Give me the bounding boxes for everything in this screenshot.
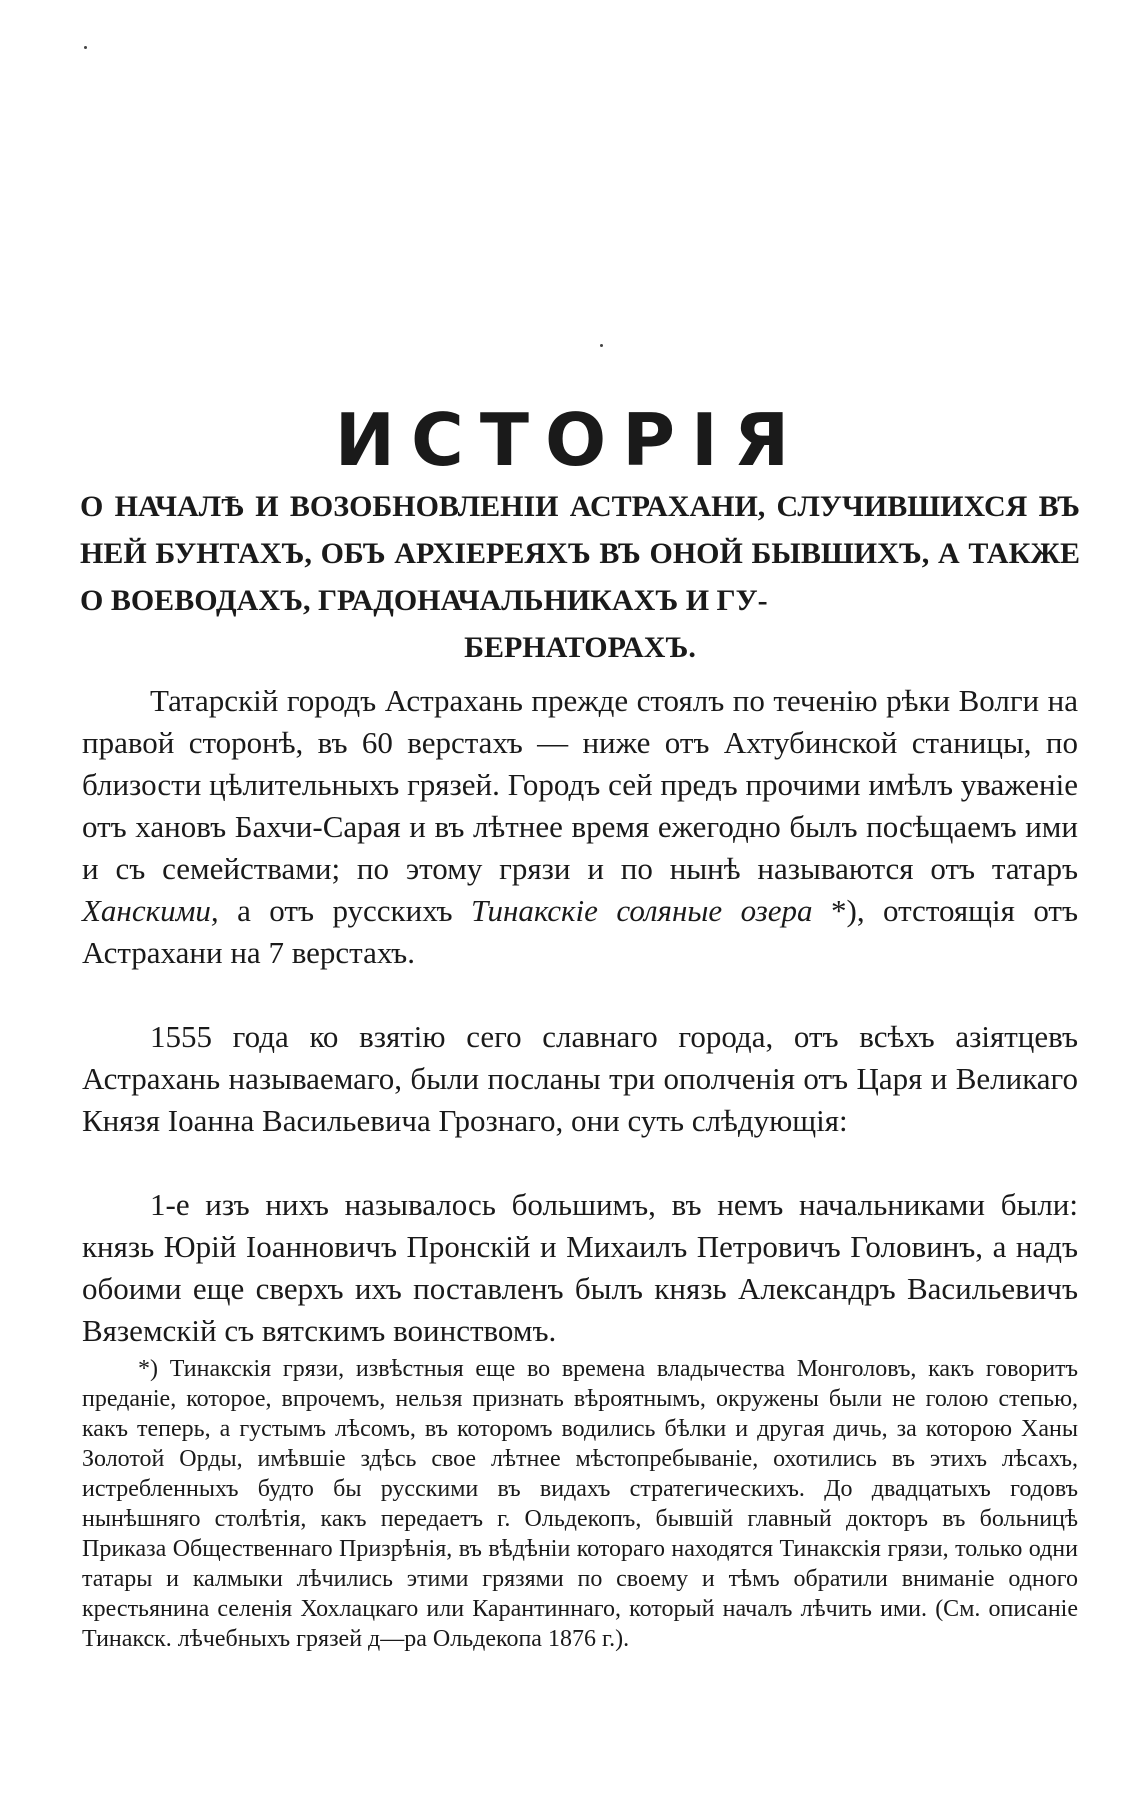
italic-tinakskie-ozera: Тинакскіе соляные озера — [471, 893, 813, 928]
paragraph-1-between: а отъ русскихъ — [237, 893, 453, 928]
print-speck — [600, 344, 603, 347]
paragraph-1-text: Татарскій городъ Астрахань прежде стоялъ по теченію рѣки Волги на правой сторонѣ, въ 60 верстахъ — ниже отъ Ахтубинской станицы, по близости цѣлительныхъ грязей. Городъ сей предъ прочими имѣлъ уваженіе отъ хановъ Бахчи-Сарая и въ лѣтнее время ежегодно былъ посѣщаемъ ими и съ семействами; по этому грязи и по нынѣ называются отъ татаръ — [82, 683, 1078, 886]
paragraph-1-end: *), отстоящія отъ Астрахани на 7 верстахъ. — [82, 893, 1079, 970]
subtitle — [80, 483, 1080, 671]
paragraph-1 — [82, 680, 1078, 974]
subtitle-main: О НАЧАЛѢ И ВОЗОБНОВЛЕНІИ АСТРАХАНИ, СЛУЧИВШИХСЯ ВЪ НЕЙ БУНТАХЪ, ОБЪ АРХІЕРЕЯХЪ ВЪ ОНОЙ БЫВШИХЪ, А ТАКЖЕ О ВОЕВОДАХЪ, ГРАДОНАЧАЛЬНИКАХЪ И ГУ- — [80, 490, 1080, 617]
subtitle-last-line: БЕРНАТОРАХЪ. — [464, 631, 696, 664]
italic-hanskimi: Ханскими, — [82, 893, 219, 928]
paragraph-2: 1555 года ко взятію сего славнаго города, отъ всѣхъ азіятцевъ Астрахань называемаго, были посланы три ополченія отъ Царя и Великаго Князя Іоанна Васильевича Грознаго, они суть слѣдующія: — [82, 1019, 1078, 1138]
page-title: ИСТОРІЯ — [334, 398, 806, 482]
footnote: *) Тинакскія грязи, извѣстныя еще во времена владычества Монголовъ, какъ говоритъ преданіе, которое, впрочемъ, нельзя признать вѣроятнымъ, окружены были не голою степью, какъ теперь, а густымъ лѣсомъ, въ которомъ водились бѣлки и другая дичь, за которою Ханы Золотой Орды, имѣвшіе здѣсь свое лѣтнее мѣстопребываніе, охотились въ этихъ лѣсахъ, истребленныхъ будто бы русскими въ видахъ стратегическихъ. До двадцатыхъ годовъ нынѣшняго столѣтія, какъ передаетъ г. Ольдекопъ, бывшій главный докторъ въ больницѣ Приказа Общественнаго Призрѣнія, въ вѣдѣніи котораго находятся Тинакскія грязи, только одни татары и калмыки лѣчились этими грязями по своему и тѣмъ обратили вниманіе одного крестьянина селенія Хохлацкаго или Карантиннаго, который началъ лѣчить ими. (См. описаніе Тинакск. лѣчебныхъ грязей д—ра Ольдекопа 1876 г.). — [82, 1356, 1078, 1652]
print-speck — [84, 46, 87, 49]
paragraph-3: 1-е изъ нихъ называлось большимъ, въ немъ начальниками были: князь Юрій Іоанновичъ Пронскій и Михаилъ Петровичъ Головинъ, а надъ обоими еще сверхъ ихъ поставленъ былъ князь Александръ Васильевичъ Вяземскій съ вятскимъ воинствомъ. — [82, 1187, 1078, 1348]
